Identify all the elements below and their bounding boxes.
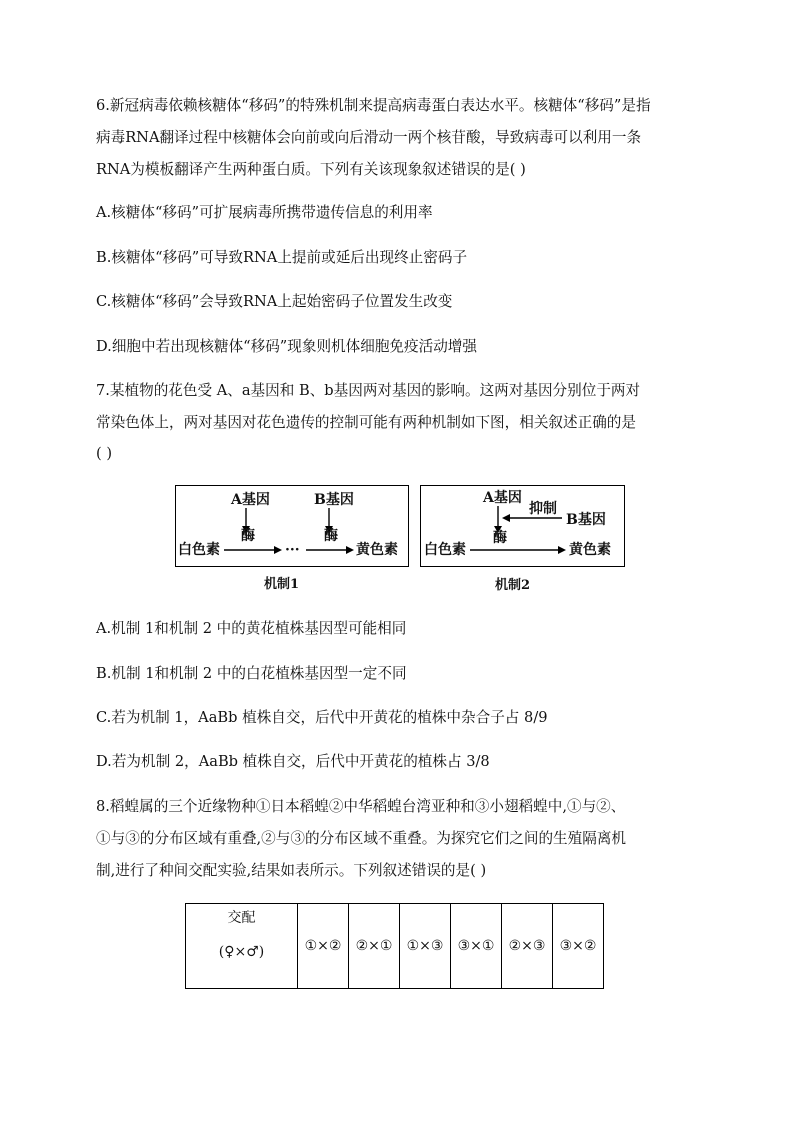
q7-option-b: B.机制 1和机制 2 中的白花植株基因型一定不同 <box>96 665 407 682</box>
m1-dots: ··· <box>285 542 300 558</box>
m2-inhibit-label: 抑制 <box>529 501 557 517</box>
q6-stem-line-3: RNA为模板翻译产生两种蛋白质。下列有关该现象叙述错误的是( ) <box>96 161 526 178</box>
q6-option-b: B.核糖体“移码”可导致RNA上提前或延后出现终止密码子 <box>96 249 468 266</box>
m2-start-pigment: 白色素 <box>424 542 466 558</box>
q7-stem-line-1: 7.某植物的花色受 A、a基因和 B、b基因两对基因的影响。这两对基因分别位于两对 <box>96 382 641 399</box>
m2-arrow <box>470 545 568 555</box>
q8-stem-line-2: ①与③的分布区域有重叠,②与③的分布区域不重叠。为探究它们之间的生殖隔离机 <box>96 830 627 847</box>
m1-enzyme-2: 酶 <box>324 528 338 544</box>
table-row <box>186 904 604 989</box>
cross-cell: ③×① <box>451 904 502 989</box>
q6-stem-line-1: 6.新冠病毒依赖核糖体“移码”的特殊机制来提高病毒蛋白表达水平。核糖体“移码”是指 <box>96 97 651 114</box>
q6-stem-line-2: 病毒RNA翻译过程中核糖体会向前或向后滑动一两个核苷酸，导致病毒可以利用一条 <box>96 129 642 146</box>
cross-cell: ②×① <box>349 904 400 989</box>
cross-cell: ③×② <box>553 904 604 989</box>
q7-option-a: A.机制 1和机制 2 中的黄花植株基因型可能相同 <box>96 620 407 637</box>
m1-end-pigment: 黄色素 <box>356 542 398 558</box>
q8-stem-line-1: 8.稻蝗属的三个近缘物种①日本稻蝗②中华稻蝗台湾亚种和③小翅稻蝗中,①与②、 <box>96 798 626 815</box>
q8-stem-line-3: 制,进行了种间交配实验,结果如表所示。下列叙述错误的是( ) <box>96 862 487 879</box>
cross-cell: ①×② <box>298 904 349 989</box>
q7-option-d: D.若为机制 2，AaBb 植株自交，后代中开黄花的植株占 3/8 <box>96 753 490 770</box>
m1-arrow-1 <box>224 545 284 555</box>
q6-option-a: A.核糖体“移码”可扩展病毒所携带遗传信息的利用率 <box>96 204 433 221</box>
m2-gene-b: B基因 <box>566 512 606 528</box>
cross-cell: ①×③ <box>400 904 451 989</box>
cross-header-line-2: (♀×♂) <box>218 944 265 960</box>
cross-cell: ②×③ <box>502 904 553 989</box>
q7-stem-line-2: 常染色体上，两对基因对花色遗传的控制可能有两种机制如下图，相关叙述正确的是 <box>96 414 636 431</box>
q6-option-d: D.细胞中若出现核糖体“移码”现象则机体细胞免疫活动增强 <box>96 338 477 355</box>
mechanism-2-caption: 机制2 <box>495 578 531 593</box>
cross-header-line-1: 交配 <box>227 910 256 926</box>
m1-enzyme-1: 酶 <box>241 528 255 544</box>
m2-end-pigment: 黄色素 <box>569 542 611 558</box>
m2-gene-a: A基因 <box>483 490 522 506</box>
m1-gene-b: B基因 <box>314 492 354 508</box>
mechanism-1-caption: 机制1 <box>264 577 300 592</box>
m2-enzyme: 酶 <box>493 530 507 546</box>
m1-arrow-2 <box>306 545 356 555</box>
m1-start-pigment: 白色素 <box>178 542 220 558</box>
q6-option-c: C.核糖体“移码”会导致RNA上起始密码子位置发生改变 <box>96 293 453 310</box>
cross-table <box>185 903 604 989</box>
q7-option-c: C.若为机制 1，AaBb 植株自交，后代中开黄花的植株中杂合子占 8/9 <box>96 709 548 726</box>
m1-gene-a: A基因 <box>231 492 270 508</box>
m2-inhibit-arrow <box>502 512 562 524</box>
cross-header-cell <box>186 904 298 989</box>
q7-stem-line-3: ( ) <box>96 445 113 462</box>
